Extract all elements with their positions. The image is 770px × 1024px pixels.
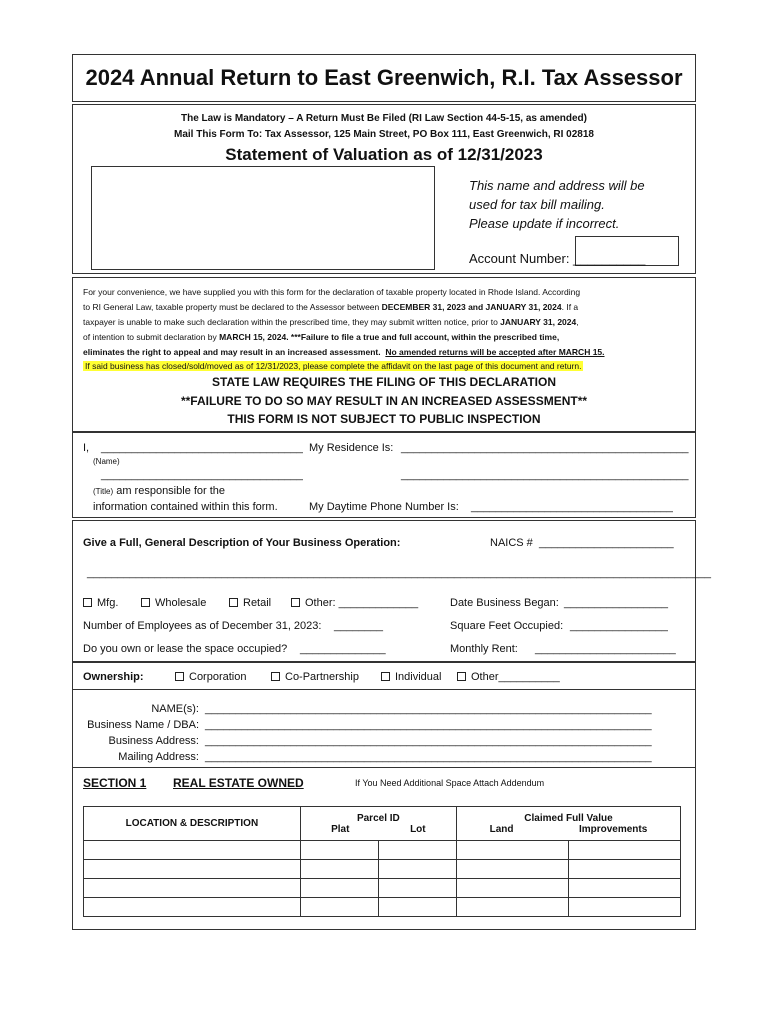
account-blank[interactable]: __________ bbox=[573, 251, 646, 266]
type-mfg[interactable] bbox=[83, 597, 118, 609]
notice-line-5 bbox=[83, 347, 605, 357]
table-row[interactable] bbox=[84, 841, 681, 860]
individual-label: Individual bbox=[395, 671, 442, 683]
title-box bbox=[72, 54, 696, 102]
notice-text: to RI General Law, taxable property must be declared to the Assessor between bbox=[83, 302, 382, 312]
notice-text: , bbox=[576, 317, 579, 327]
no-amended-returns: No amended returns will be accepted after MARCH 15. bbox=[385, 347, 605, 357]
claimed-sub bbox=[457, 824, 680, 835]
mail-line: Mail This Form To: Tax Assessor, 125 Main Street, PO Box 111, East Greenwich, RI 02818 bbox=[174, 129, 594, 140]
notice-line-4 bbox=[83, 332, 559, 342]
name-caption: (Name) bbox=[93, 457, 120, 466]
address-box[interactable] bbox=[91, 166, 435, 270]
notice-line-3 bbox=[83, 317, 579, 327]
account-number-label bbox=[469, 251, 645, 266]
responsible-text: am responsible for the bbox=[113, 485, 226, 497]
residence-field-1[interactable]: _______________________________________________ bbox=[401, 442, 689, 454]
notice-deadline: JANUARY 31, 2024 bbox=[500, 317, 577, 327]
business-desc-label: Give a Full, General Description of Your Business Operation: bbox=[83, 537, 401, 549]
own-copartnership[interactable] bbox=[271, 671, 359, 683]
identity-box bbox=[72, 432, 696, 518]
retail-checkbox[interactable] bbox=[229, 598, 238, 607]
notice-text: . If a bbox=[561, 302, 579, 312]
individual-checkbox[interactable] bbox=[381, 672, 390, 681]
i-label: I, bbox=[83, 442, 90, 454]
phone-field[interactable]: _________________________________ bbox=[471, 501, 673, 513]
own-individual[interactable] bbox=[381, 671, 441, 683]
corporation-label: Corporation bbox=[189, 671, 247, 683]
parcel-sub bbox=[301, 824, 456, 835]
phone-label: My Daytime Phone Number Is: bbox=[309, 501, 459, 513]
mfg-label: Mfg. bbox=[97, 597, 119, 609]
own-corporation[interactable] bbox=[175, 671, 246, 683]
business-desc-field[interactable]: ______________________________________________________________________________________________________ bbox=[87, 567, 712, 579]
mailing-address-label: Mailing Address: bbox=[118, 751, 199, 763]
col-land: Land bbox=[489, 823, 514, 835]
claimed-header: Claimed Full Value bbox=[524, 812, 613, 824]
other-ownership-label: Other__________ bbox=[471, 671, 560, 683]
notice-warning: eliminates the right to appeal and may result in an increased assessment. bbox=[83, 347, 381, 357]
other-label: Other: bbox=[305, 597, 336, 609]
business-address-label: Business Address: bbox=[108, 735, 199, 747]
address-note-line1: This name and address will be bbox=[469, 178, 645, 193]
notice-line-2 bbox=[83, 302, 578, 312]
notice-deadline: DECEMBER 31, 2023 and JANUARY 31, 2024 bbox=[381, 302, 562, 312]
corporation-checkbox[interactable] bbox=[175, 672, 184, 681]
date-began-label: Date Business Began: bbox=[450, 597, 559, 609]
info-contained: information contained within this form. bbox=[93, 501, 278, 513]
naics-label: NAICS # bbox=[490, 537, 533, 549]
copartnership-label: Co-Partnership bbox=[285, 671, 359, 683]
title-caption-line bbox=[93, 485, 225, 497]
residence-label: My Residence Is: bbox=[309, 442, 394, 454]
copartnership-checkbox[interactable] bbox=[271, 672, 280, 681]
table-row[interactable] bbox=[84, 898, 681, 917]
naics-field[interactable]: ______________________ bbox=[539, 537, 674, 549]
address-note-line3: Please update if incorrect. bbox=[469, 216, 620, 231]
section1-label: SECTION 1 bbox=[83, 776, 147, 790]
date-began-field[interactable]: _________________ bbox=[564, 597, 669, 609]
names-field[interactable]: _________________________________________________________________________ bbox=[205, 703, 652, 715]
sqft-field[interactable]: ________________ bbox=[570, 620, 668, 632]
business-box bbox=[72, 520, 712, 662]
dba-field[interactable]: _________________________________________________________________________ bbox=[205, 719, 652, 731]
type-retail[interactable] bbox=[229, 597, 271, 609]
real-estate-table bbox=[83, 806, 681, 917]
other-field[interactable]: _____________ bbox=[338, 597, 419, 609]
addendum-note: If You Need Additional Space Attach Addendum bbox=[355, 778, 545, 788]
own-other[interactable] bbox=[457, 671, 560, 683]
mfg-checkbox[interactable] bbox=[83, 598, 92, 607]
residence-field-2[interactable]: _______________________________________________ bbox=[401, 469, 689, 481]
ownership-label: Ownership: bbox=[83, 671, 144, 683]
section1-title: REAL ESTATE OWNED bbox=[173, 776, 304, 790]
title-field[interactable]: _________________________________ bbox=[101, 469, 303, 481]
sqft-label: Square Feet Occupied: bbox=[450, 620, 564, 632]
own-lease-field[interactable]: ______________ bbox=[300, 643, 386, 655]
col-parcel bbox=[300, 807, 456, 841]
parcel-id-header: Parcel ID bbox=[356, 812, 400, 824]
employees-label: Number of Employees as of December 31, 2023: bbox=[83, 620, 322, 632]
col-lot: Lot bbox=[410, 823, 426, 835]
notice-text: taxpayer is unable to make such declaration within the prescribed time, they may submit written notice, prior to bbox=[83, 317, 501, 327]
table-row[interactable] bbox=[84, 879, 681, 898]
mailing-address-field[interactable]: _________________________________________________________________________ bbox=[205, 751, 652, 763]
statement-heading: Statement of Valuation as of 12/31/2023 bbox=[225, 145, 543, 164]
account-label: Account Number: bbox=[469, 251, 574, 266]
form-title: 2024 Annual Return to East Greenwich, R.I. Tax Assessor bbox=[85, 65, 683, 90]
notice-line-1: For your convenience, we have supplied you with this form for the declaration of taxable property located in Rhode Island. According bbox=[83, 287, 581, 297]
other-ownership-checkbox[interactable] bbox=[457, 672, 466, 681]
col-plat: Plat bbox=[331, 823, 350, 835]
wholesale-checkbox[interactable] bbox=[141, 598, 150, 607]
type-other[interactable] bbox=[291, 597, 418, 609]
state-law-heading: STATE LAW REQUIRES THE FILING OF THIS DECLARATION bbox=[212, 375, 556, 389]
own-lease-label: Do you own or lease the space occupied? bbox=[83, 643, 288, 655]
closed-business-line: If said business has closed/sold/moved as of 12/31/2023, please complete the affidavit on the last page of this document and return. bbox=[85, 361, 582, 371]
other-checkbox[interactable] bbox=[291, 598, 300, 607]
rent-field[interactable]: _______________________ bbox=[535, 643, 676, 655]
wholesale-label: Wholesale bbox=[155, 597, 207, 609]
col-claimed bbox=[456, 807, 680, 841]
rent-label: Monthly Rent: bbox=[450, 643, 518, 655]
notice-box bbox=[72, 277, 696, 432]
name-field[interactable]: _________________________________ bbox=[101, 442, 303, 454]
ownership-box bbox=[72, 662, 696, 930]
business-address-field[interactable]: _________________________________________________________________________ bbox=[205, 735, 652, 747]
table-row[interactable] bbox=[84, 860, 681, 879]
owner-divider bbox=[73, 689, 695, 690]
law-line: The Law is Mandatory – A Return Must Be Filed (RI Law Section 44-5-15, as amended) bbox=[180, 113, 587, 124]
employees-field[interactable]: ________ bbox=[334, 620, 383, 632]
address-note-line2: used for tax bill mailing. bbox=[469, 197, 605, 212]
names-label: NAME(s): bbox=[151, 703, 199, 715]
header-box bbox=[72, 104, 696, 274]
notice-text: of intention to submit declaration by bbox=[83, 332, 220, 342]
col-location: LOCATION & DESCRIPTION bbox=[84, 807, 301, 841]
col-improvements: Improvements bbox=[578, 823, 648, 835]
dba-label: Business Name / DBA: bbox=[87, 719, 199, 731]
type-wholesale[interactable] bbox=[141, 597, 206, 609]
failure-heading: **FAILURE TO DO SO MAY RESULT IN AN INCREASED ASSESSMENT** bbox=[180, 394, 588, 408]
notice-deadline: MARCH 15, 2024 bbox=[219, 332, 287, 342]
not-public-heading: THIS FORM IS NOT SUBJECT TO PUBLIC INSPECTION bbox=[227, 412, 541, 426]
retail-label: Retail bbox=[243, 597, 272, 609]
title-caption: (Title) bbox=[93, 487, 114, 496]
section-divider bbox=[73, 767, 695, 768]
notice-warning: . ***Failure to file a true and full account, within the prescribed time, bbox=[286, 332, 560, 342]
